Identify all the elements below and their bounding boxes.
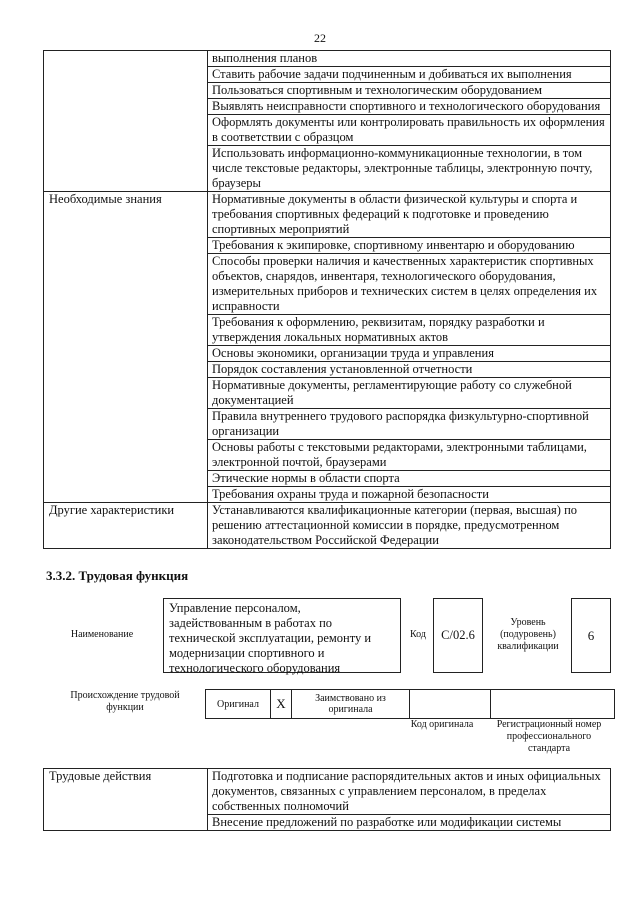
function-code-box: C/02.6 — [433, 598, 483, 673]
table-row — [44, 769, 611, 815]
table-cell: Оформлять документы или контролировать правильность их оформления в соответствии с образцом — [208, 115, 611, 146]
table-row — [206, 690, 615, 719]
table-cell: выполнения планов — [208, 51, 611, 67]
empty-label-cell — [44, 51, 208, 192]
original-label: Оригинал — [206, 690, 271, 719]
table-cell: Порядок составления установленной отчетности — [208, 362, 611, 378]
registration-number-cell — [491, 690, 615, 719]
qualification-level-label: Уровень (подуровень) квалификации — [497, 617, 559, 652]
name-label: Наименование — [70, 629, 134, 640]
labor-actions-label: Трудовые действия — [44, 769, 208, 831]
table-cell: Ставить рабочие задачи подчиненным и добиваться их выполнения — [208, 67, 611, 83]
table-cell: Пользоваться спортивным и технологическим оборудованием — [208, 83, 611, 99]
code-label: Код — [410, 629, 426, 640]
table-cell: Основы работы с текстовыми редакторами, электронными таблицами, электронной почтой, браузерами — [208, 440, 611, 471]
original-code-label: Код оригинала — [410, 719, 474, 730]
other-characteristics-label: Другие характеристики — [44, 503, 208, 549]
borrowed-label: Заимствовано из оригинала — [292, 690, 410, 719]
table-cell: Этические нормы в области спорта — [208, 471, 611, 487]
table-row — [44, 192, 611, 238]
original-code-cell — [410, 690, 491, 719]
function-name-box: Управление персоналом, задействованным в работах по технической эксплуатации, ремонту и модернизации спортивного и технологического оборудования — [163, 598, 401, 673]
original-mark: X — [271, 690, 292, 719]
labor-actions-table — [43, 768, 611, 831]
table-cell: Требования к оформлению, реквизитам, порядку разработки и утверждения локальных нормативных актов — [208, 315, 611, 346]
table-cell: Использовать информационно-коммуникационные технологии, в том числе текстовые редакторы, электронные таблицы, электронную почту, браузеры — [208, 146, 611, 192]
table-row — [44, 503, 611, 549]
table-cell: Нормативные документы, регламентирующие работу со служебной документацией — [208, 378, 611, 409]
table-cell: Основы экономики, организации труда и управления — [208, 346, 611, 362]
table-cell: Подготовка и подписание распорядительных актов и иных официальных документов, связанных с управлением персоналом, в пределах собственных полномочий — [208, 769, 611, 815]
qualification-level-box: 6 — [571, 598, 611, 673]
page-number: 22 — [314, 31, 326, 45]
table-cell: Внесение предложений по разработке или модификации системы — [208, 815, 611, 831]
table-cell: Нормативные документы в области физической культуры и спорта и требования спортивных федераций к подготовке и проведению спортивных мероприятий — [208, 192, 611, 238]
table-cell: Устанавливаются квалификационные категории (первая, высшая) по решению аттестационной комиссии в порядке, предусмотренном законодательством Российской Федерации — [208, 503, 611, 549]
table-cell: Выявлять неисправности спортивного и технологического оборудования — [208, 99, 611, 115]
knowledge-label: Необходимые знания — [44, 192, 208, 503]
table-row — [44, 51, 611, 67]
origin-label: Происхождение трудовой функции — [70, 690, 180, 713]
table-cell: Требования охраны труда и пожарной безопасности — [208, 487, 611, 503]
origin-table — [205, 689, 615, 719]
skills-knowledge-table — [43, 50, 611, 549]
table-cell: Способы проверки наличия и качественных характеристик спортивных объектов, снарядов, инвентаря, технологического оборудования, измерительных приборов и технических систем в целях определения их исправности — [208, 254, 611, 315]
section-title: 3.3.2. Трудовая функция — [46, 568, 189, 583]
table-cell: Требования к экипировке, спортивному инвентарю и оборудованию — [208, 238, 611, 254]
registration-number-label: Регистрационный номер профессионального стандарта — [496, 719, 602, 754]
table-cell: Правила внутреннего трудового распорядка физкультурно-спортивной организации — [208, 409, 611, 440]
